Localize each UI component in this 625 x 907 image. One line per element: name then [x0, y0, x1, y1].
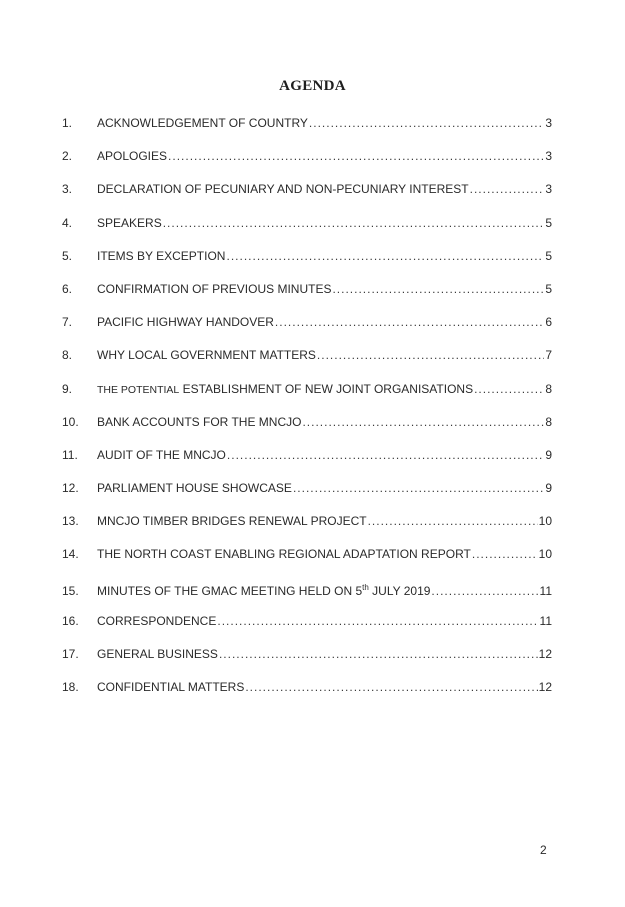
agenda-item-number: 18. — [62, 680, 79, 695]
page-title: AGENDA — [279, 78, 346, 94]
agenda-item-title-prefix: THE POTENTIAL — [97, 383, 180, 396]
agenda-item-title-suffix: JULY 2019 — [368, 583, 431, 598]
dot-leader — [317, 348, 544, 362]
agenda-item-number: 8. — [62, 348, 73, 363]
dot-leader — [431, 584, 538, 598]
dot-leader — [302, 415, 544, 429]
agenda-item-title-rest: ESTABLISHMENT OF NEW JOINT ORGANISATIONS — [179, 381, 474, 396]
agenda-list — [62, 116, 552, 713]
agenda-item-number: 9. — [62, 381, 73, 396]
agenda-item-page: 11 — [539, 613, 552, 628]
agenda-item-title: BANK ACCOUNTS FOR THE MNCJO — [97, 414, 302, 429]
agenda-item-number: 16. — [62, 613, 79, 628]
agenda-item — [62, 249, 552, 282]
agenda-item-number: 3. — [62, 182, 73, 197]
agenda-item — [62, 149, 552, 182]
agenda-item-page: 8 — [545, 381, 552, 396]
agenda-item-title — [97, 581, 430, 598]
agenda-item-title: ACKNOWLEDGEMENT OF COUNTRY — [97, 116, 308, 130]
agenda-item — [62, 680, 552, 713]
agenda-item-title: THE NORTH COAST ENABLING REGIONAL ADAPTATION REPORT — [97, 547, 471, 562]
agenda-item — [62, 481, 552, 514]
dot-leader — [332, 282, 544, 296]
agenda-item-title-superscript: th — [362, 582, 369, 592]
agenda-item-page: 9 — [545, 481, 552, 496]
dot-leader — [368, 514, 538, 528]
dot-leader — [163, 216, 545, 230]
agenda-item-title: GENERAL BUSINESS — [97, 647, 218, 661]
agenda-item-number: 13. — [62, 514, 79, 529]
agenda-item-number: 1. — [62, 116, 73, 130]
dot-leader — [275, 315, 544, 329]
dot-leader — [219, 647, 538, 661]
agenda-item-number: 7. — [62, 315, 73, 330]
agenda-item-page: 5 — [545, 215, 552, 230]
agenda-item-number: 6. — [62, 281, 73, 296]
agenda-item-page: 12 — [538, 647, 552, 661]
agenda-item-title: CORRESPONDENCE — [97, 613, 217, 628]
agenda-item — [62, 514, 552, 547]
dot-leader — [227, 448, 544, 462]
dot-leader — [472, 547, 538, 561]
agenda-item-number: 17. — [62, 647, 79, 661]
agenda-item — [62, 547, 552, 580]
agenda-item — [62, 282, 552, 315]
agenda-item-page: 12 — [538, 680, 552, 695]
agenda-item — [62, 315, 552, 348]
agenda-item — [62, 614, 552, 647]
dot-leader — [217, 614, 538, 628]
agenda-item-page: 5 — [545, 248, 552, 263]
page-number: 2 — [540, 843, 547, 857]
agenda-item-title: PACIFIC HIGHWAY HANDOVER — [97, 315, 274, 330]
dot-leader — [226, 249, 544, 263]
agenda-item-page: 9 — [545, 447, 552, 462]
agenda-item-number: 15. — [62, 583, 79, 598]
agenda-item-page: 3 — [545, 182, 552, 197]
agenda-item-page: 3 — [545, 149, 552, 164]
agenda-item-title: SPEAKERS — [97, 215, 162, 230]
agenda-item-number: 14. — [62, 547, 79, 562]
agenda-item-title: PARLIAMENT HOUSE SHOWCASE — [97, 481, 292, 496]
agenda-item-page: 10 — [538, 547, 552, 562]
agenda-item-title-main: MINUTES OF THE GMAC MEETING HELD ON 5 — [97, 583, 363, 598]
agenda-item — [62, 382, 552, 415]
agenda-item — [62, 448, 552, 481]
agenda-item-page: 10 — [538, 514, 552, 529]
agenda-item-title: APOLOGIES — [97, 149, 168, 164]
agenda-item-page: 5 — [545, 281, 552, 296]
agenda-item-page: 11 — [539, 583, 552, 598]
agenda-item — [62, 216, 552, 249]
agenda-item-number: 10. — [62, 414, 79, 429]
agenda-item — [62, 581, 552, 614]
dot-leader — [168, 149, 544, 163]
agenda-item-page: 7 — [545, 348, 552, 363]
agenda-item-number: 5. — [62, 248, 73, 263]
agenda-item — [62, 415, 552, 448]
agenda-item-title — [97, 382, 473, 397]
agenda-item — [62, 182, 552, 215]
agenda-item-page: 8 — [545, 414, 552, 429]
agenda-item-title: CONFIDENTIAL MATTERS — [97, 680, 245, 695]
agenda-item-page: 3 — [545, 116, 552, 130]
agenda-item — [62, 647, 552, 680]
dot-leader — [309, 116, 544, 130]
agenda-item-title: WHY LOCAL GOVERNMENT MATTERS — [97, 348, 316, 363]
dot-leader — [474, 382, 544, 396]
dot-leader — [245, 680, 537, 694]
dot-leader — [293, 481, 544, 495]
agenda-item-title: ITEMS BY EXCEPTION — [97, 248, 226, 263]
agenda-item — [62, 116, 552, 149]
agenda-item-title: CONFIRMATION OF PREVIOUS MINUTES — [97, 281, 332, 296]
agenda-item-number: 4. — [62, 215, 73, 230]
agenda-item-title: DECLARATION OF PECUNIARY AND NON-PECUNIARY INTEREST — [97, 182, 469, 197]
agenda-item-number: 12. — [62, 481, 79, 496]
agenda-item-number: 11. — [62, 447, 78, 462]
agenda-item — [62, 348, 552, 381]
agenda-item-title: AUDIT OF THE MNCJO — [97, 447, 226, 462]
agenda-item-title: MNCJO TIMBER BRIDGES RENEWAL PROJECT — [97, 514, 367, 529]
dot-leader — [470, 182, 545, 196]
agenda-item-number: 2. — [62, 149, 73, 164]
agenda-item-page: 6 — [545, 315, 552, 330]
